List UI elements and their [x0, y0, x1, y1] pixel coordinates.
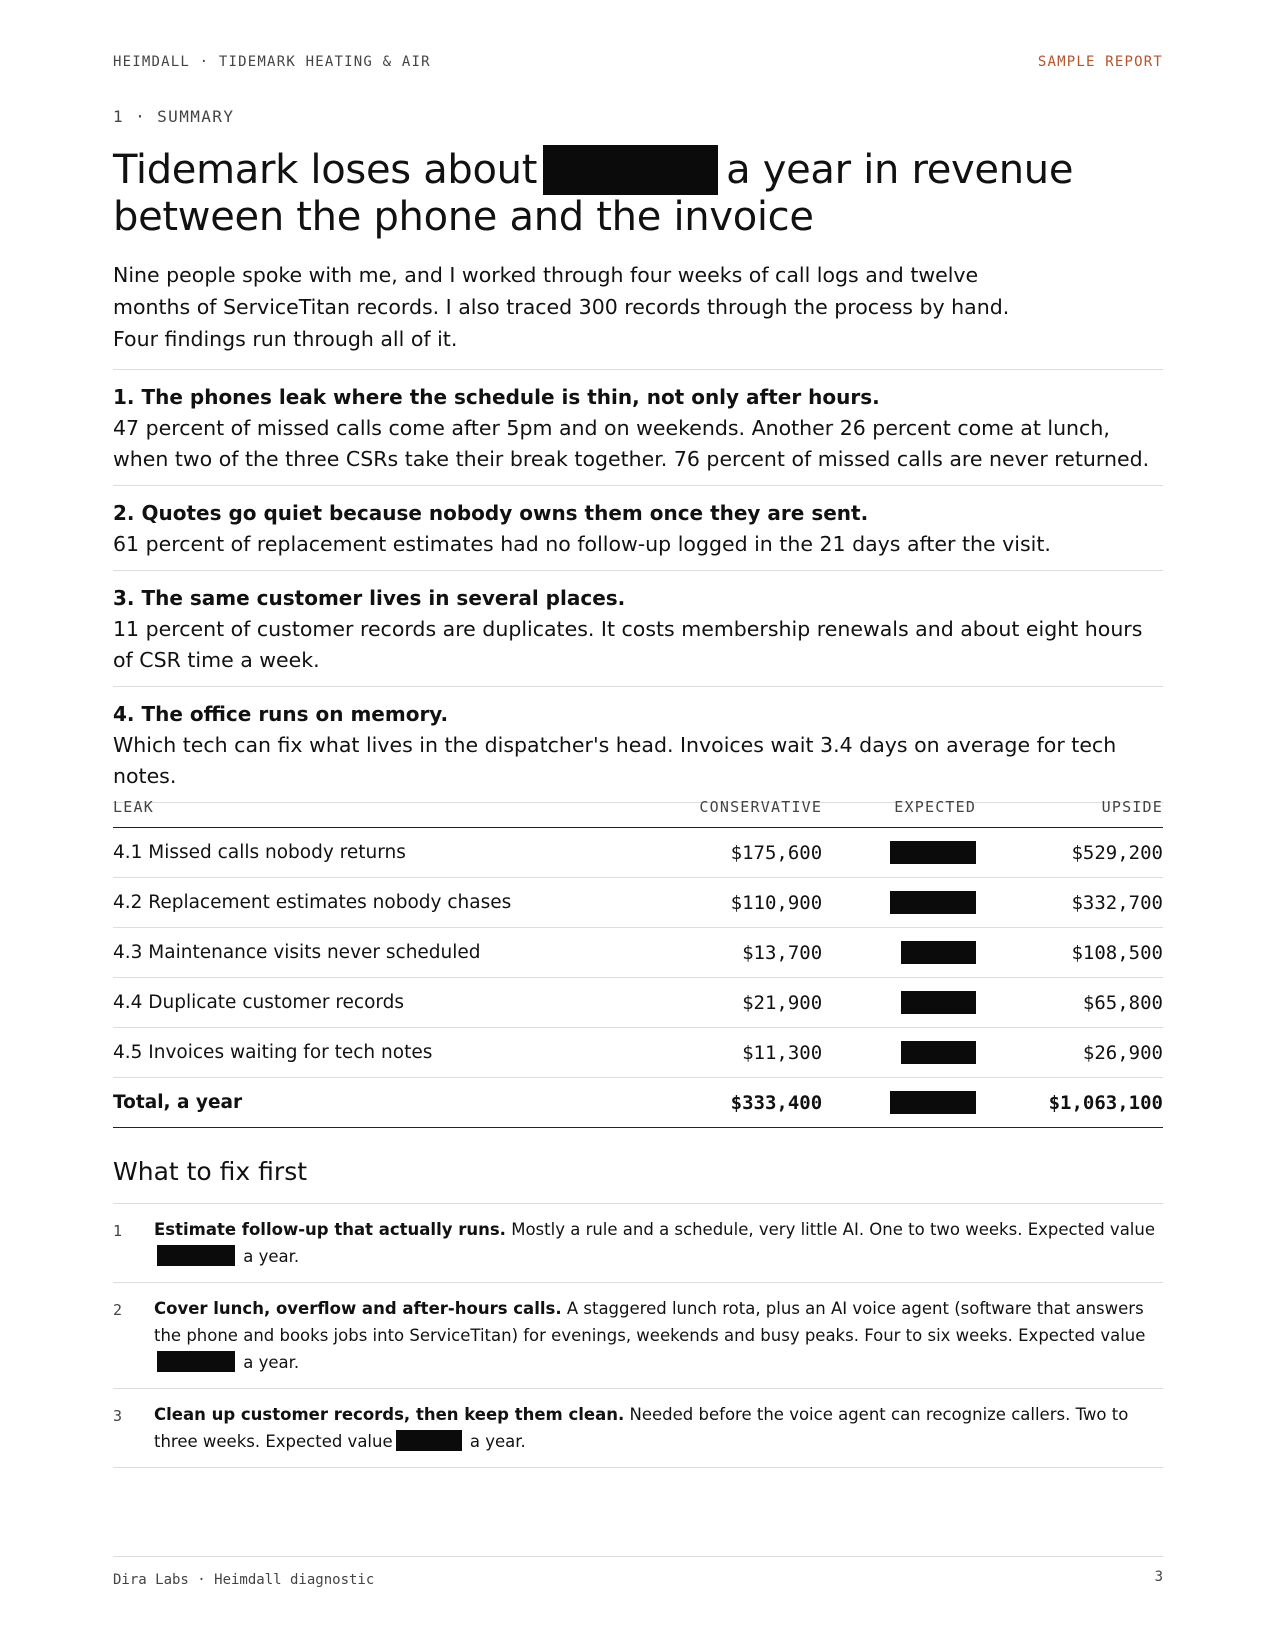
page-number: 3 [1154, 1569, 1163, 1585]
column-header-conservative: CONSERVATIVE [696, 795, 822, 828]
finding-body: 11 percent of customer records are duplicates. It costs membership renewals and about eight hours of CSR time a week. [113, 617, 1143, 672]
title-before: Tidemark loses about [113, 147, 538, 193]
table-total-row [113, 1078, 1163, 1128]
intro-paragraph: Nine people spoke with me, and I worked through four weeks of call logs and twelve months of ServiceTitan records. I also traced 300 records through the process by hand. Four findings run through all of it. [113, 263, 1010, 351]
expected-cell [822, 1078, 976, 1128]
fix-number: 3 [113, 1407, 123, 1425]
column-header-upside: UPSIDE [976, 795, 1163, 828]
page-title [113, 145, 1163, 240]
leak-name: 4.3 Maintenance visits never scheduled [113, 928, 696, 978]
expected-cell [822, 878, 976, 928]
total-label: Total, a year [113, 1078, 696, 1128]
redacted-expected-value [890, 841, 976, 864]
redacted-expected-value [901, 1041, 976, 1064]
fix-list [113, 1203, 1163, 1468]
expected-cell [822, 828, 976, 878]
redacted-expected-value [890, 891, 976, 914]
expected-cell [822, 928, 976, 978]
column-header-expected: EXPECTED [822, 795, 976, 828]
finding-item [113, 486, 1163, 571]
table-row [113, 978, 1163, 1028]
table-header-row [113, 795, 1163, 828]
fix-number: 1 [113, 1222, 123, 1240]
page-footer [113, 1556, 1163, 1588]
redacted-expected-value [157, 1245, 235, 1266]
redacted-expected-value [396, 1430, 462, 1451]
title-after: a year in revenue between the phone and the invoice [113, 147, 1074, 240]
redacted-expected-value [901, 991, 976, 1014]
finding-body: 61 percent of replacement estimates had no follow-up logged in the 21 days after the visit. [113, 532, 1051, 556]
footer-label: Dira Labs · Heimdall diagnostic [113, 1572, 375, 1588]
finding-heading: 3. The same customer lives in several places. [113, 586, 626, 610]
finding-item [113, 571, 1163, 687]
sample-report-label: SAMPLE REPORT [1037, 54, 1163, 70]
conservative-value: $21,900 [696, 978, 822, 1028]
conservative-value: $175,600 [696, 828, 822, 878]
conservative-value: $13,700 [696, 928, 822, 978]
leak-name: 4.4 Duplicate customer records [113, 978, 696, 1028]
finding-body: Which tech can fix what lives in the dispatcher's head. Invoices wait 3.4 days on average for tech notes. [113, 733, 1117, 788]
fix-lead: Cover lunch, overflow and after-hours calls. [154, 1299, 562, 1318]
upside-value: $65,800 [976, 978, 1163, 1028]
leak-name: 4.1 Missed calls nobody returns [113, 828, 696, 878]
redacted-expected-value [901, 941, 976, 964]
leak-name: 4.2 Replacement estimates nobody chases [113, 878, 696, 928]
fix-text: Mostly a rule and a schedule, very little AI. One to two weeks. Expected value [511, 1220, 1155, 1239]
finding-item [113, 370, 1163, 486]
table-row [113, 1028, 1163, 1078]
upside-value: $108,500 [976, 928, 1163, 978]
upside-value: $332,700 [976, 878, 1163, 928]
conservative-value: $110,900 [696, 878, 822, 928]
table-row [113, 828, 1163, 878]
leak-name: 4.5 Invoices waiting for tech notes [113, 1028, 696, 1078]
fix-tail: a year. [243, 1353, 300, 1372]
leak-table [113, 795, 1163, 1128]
redacted-expected-value [157, 1351, 235, 1372]
findings-list [113, 369, 1163, 803]
fix-text: A staggered lunch rota, plus an AI voice agent (software that answers the phone and books jobs into ServiceTitan) for evenings, weekends and busy peaks. Four to six weeks. Expected value [154, 1299, 1146, 1345]
fix-number: 2 [113, 1301, 123, 1319]
column-header-leak: LEAK [113, 795, 696, 828]
finding-heading: 2. Quotes go quiet because nobody owns them once they are sent. [113, 501, 869, 525]
fix-tail: a year. [243, 1247, 300, 1266]
fix-tail: a year. [469, 1432, 526, 1451]
fix-item [113, 1389, 1163, 1468]
upside-value: $529,200 [976, 828, 1163, 878]
finding-item [113, 687, 1163, 803]
fix-text: Needed before the voice agent can recognize callers. Two to three weeks. Expected value [154, 1405, 1129, 1451]
section-label: 1 · SUMMARY [113, 107, 235, 126]
fix-item [113, 1283, 1163, 1389]
conservative-value: $11,300 [696, 1028, 822, 1078]
upside-value: $26,900 [976, 1028, 1163, 1078]
fix-item [113, 1204, 1163, 1283]
running-header-title: HEIMDALL · TIDEMARK HEATING & AIR [113, 54, 431, 70]
finding-heading: 4. The office runs on memory. [113, 702, 449, 726]
table-row [113, 928, 1163, 978]
redacted-total-amount [543, 145, 718, 195]
expected-cell [822, 978, 976, 1028]
finding-body: 47 percent of missed calls come after 5pm and on weekends. Another 26 percent come at lunch, when two of the three CSRs take their break together. 76 percent of missed calls are never returned. [113, 416, 1150, 471]
running-header [113, 54, 1163, 74]
redacted-expected-total [890, 1091, 976, 1114]
expected-cell [822, 1028, 976, 1078]
table-row [113, 878, 1163, 928]
total-upside: $1,063,100 [976, 1078, 1163, 1128]
fix-lead: Clean up customer records, then keep them clean. [154, 1405, 625, 1424]
fix-lead: Estimate follow-up that actually runs. [154, 1220, 506, 1239]
finding-heading: 1. The phones leak where the schedule is thin, not only after hours. [113, 385, 880, 409]
fix-first-heading: What to fix first [113, 1157, 308, 1186]
report-page [113, 0, 1163, 1650]
total-conservative: $333,400 [696, 1078, 822, 1128]
